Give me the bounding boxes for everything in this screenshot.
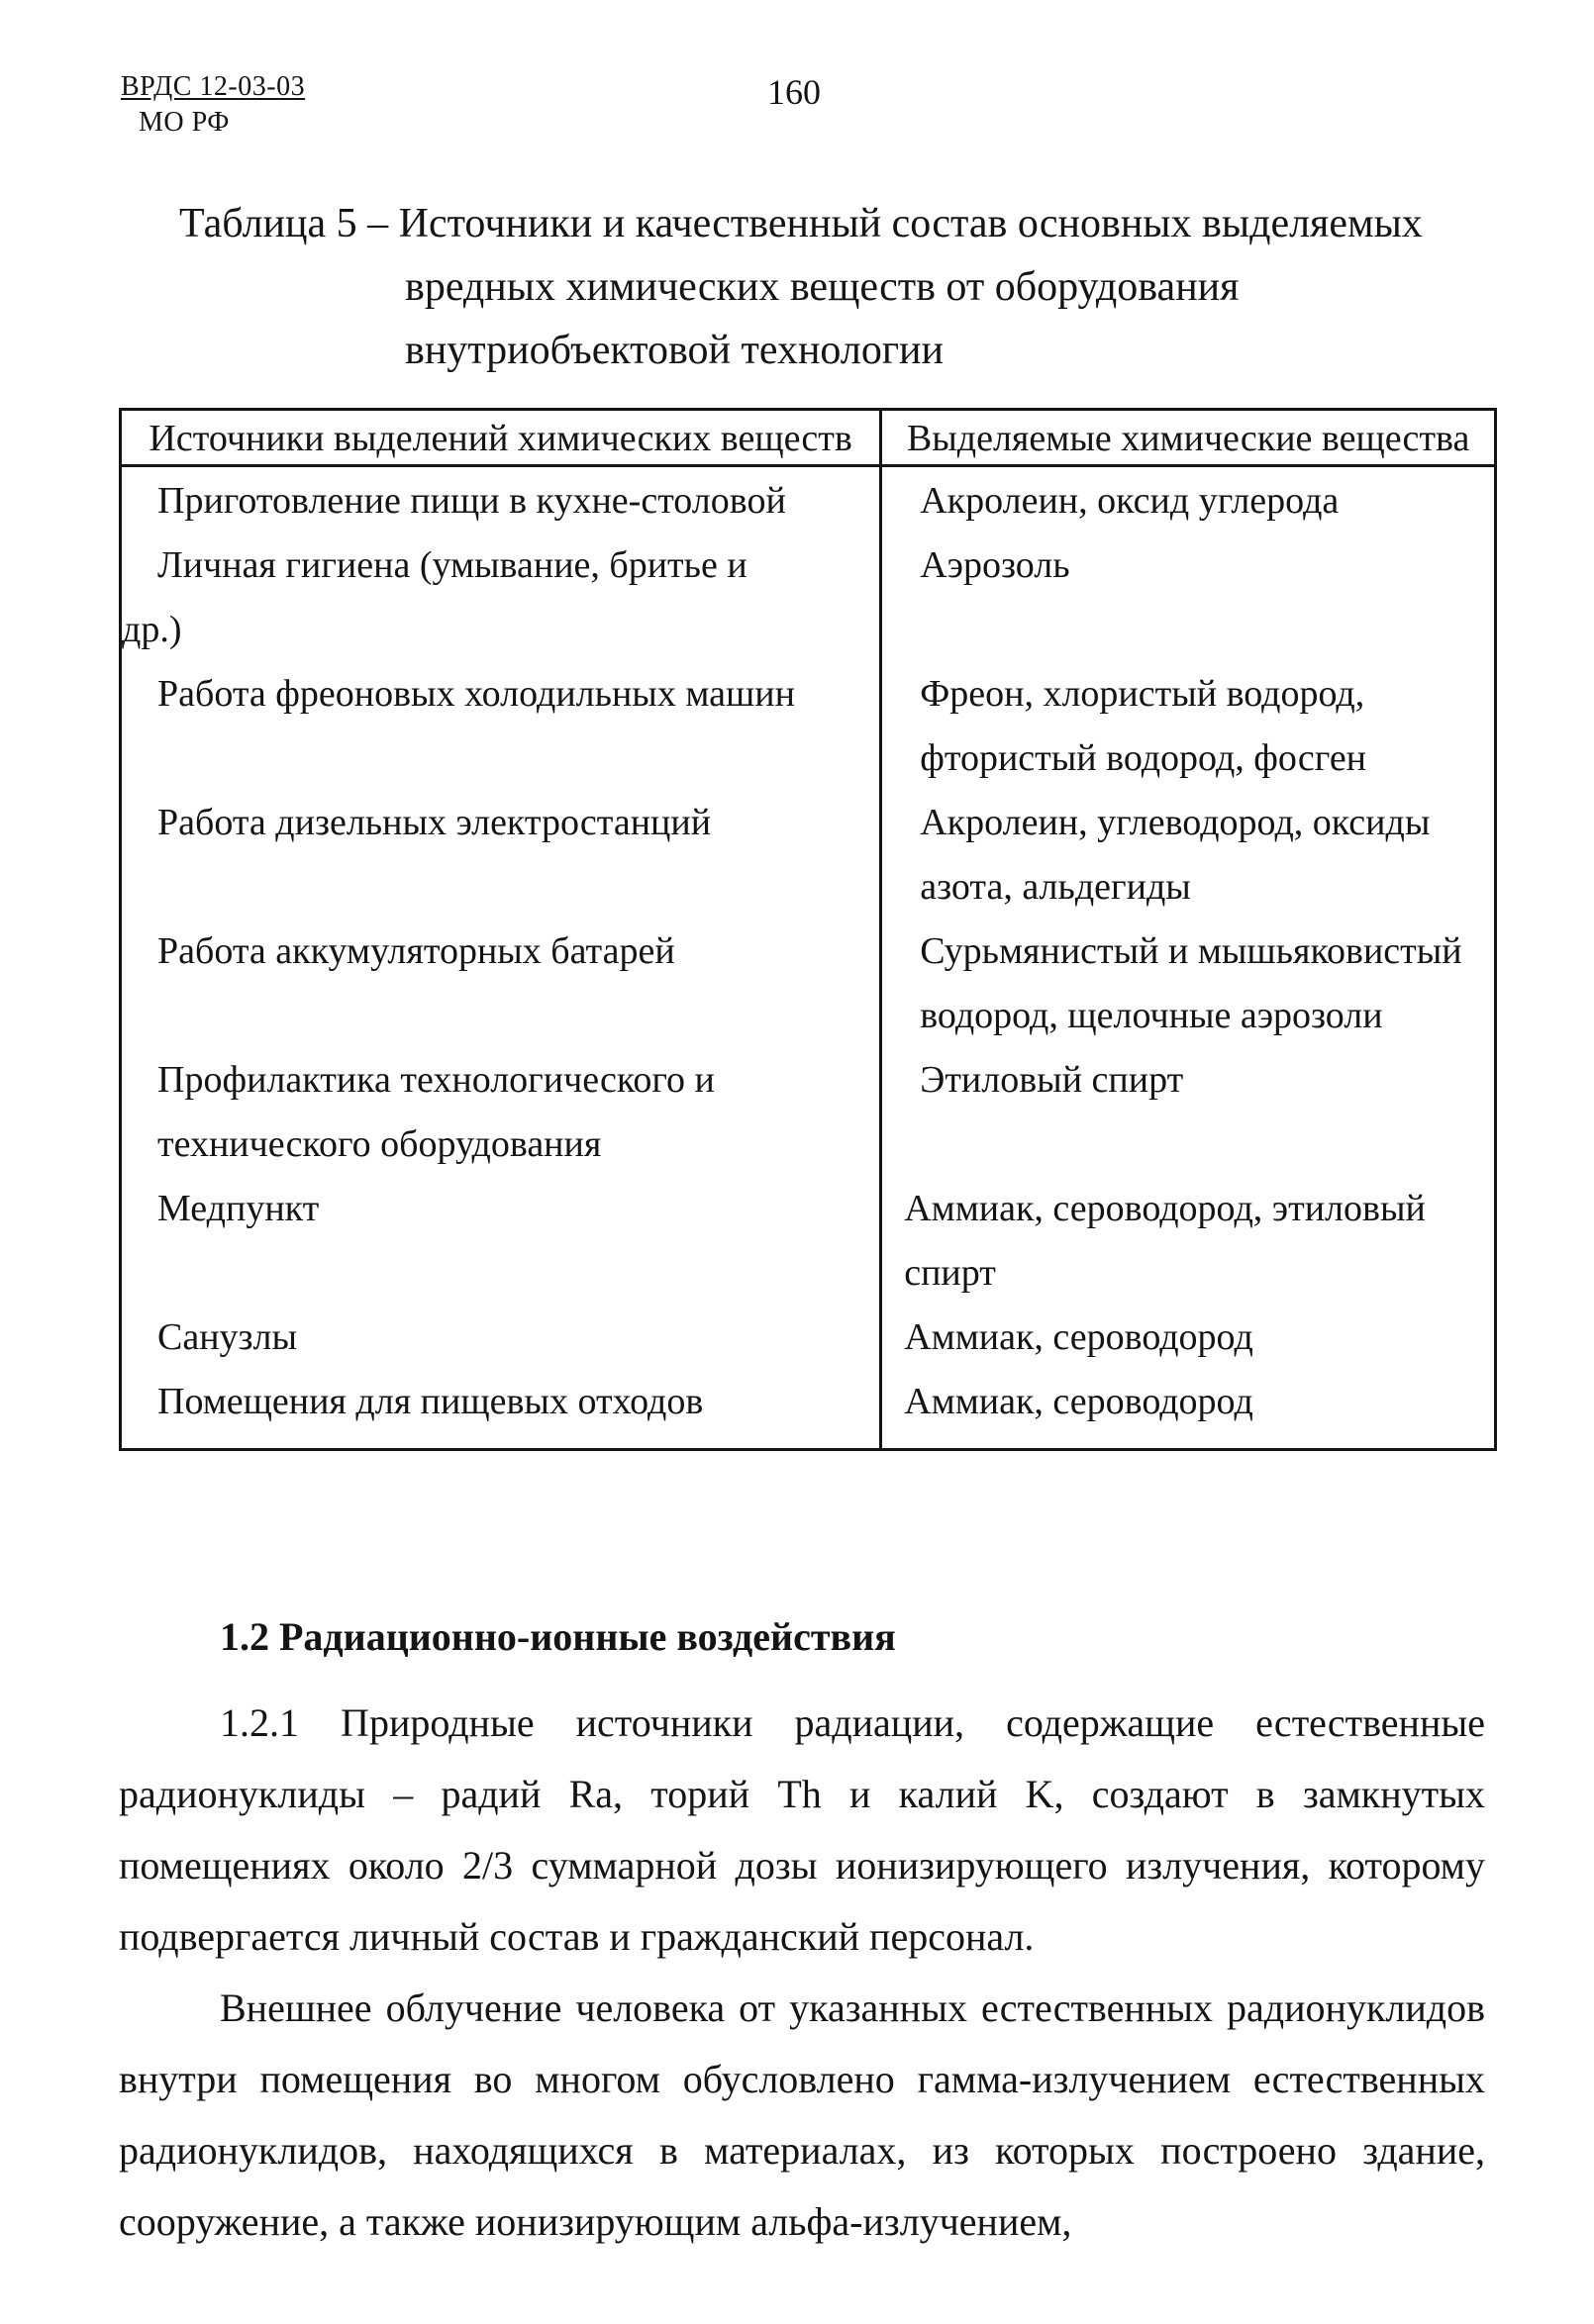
- row-source-line-continued: др.): [122, 609, 182, 650]
- row-source-line: Личная гигиена (умывание, бритье и: [157, 544, 747, 586]
- table-row: [121, 1306, 1496, 1370]
- row-source: Работа аккумуляторных батарей: [157, 930, 675, 972]
- row-substances: Акролеин, оксид углерода: [881, 466, 1496, 534]
- table-header-row: [121, 410, 1496, 466]
- row-source: [121, 533, 881, 662]
- row-source: Медпункт: [157, 1188, 320, 1229]
- section-heading: 1.2 Радиационно-ионные воздействия: [220, 1614, 896, 1659]
- page-number: 160: [767, 72, 821, 112]
- row-source: Профилактика технологического и технического оборудования: [157, 1059, 715, 1165]
- row-source: Приготовление пищи в кухне-столовой: [157, 480, 786, 522]
- row-source: Работа дизельных электростанций: [157, 802, 712, 843]
- row-source: Помещения для пищевых отходов: [157, 1381, 704, 1422]
- table-row: [121, 920, 1496, 1048]
- table-row: [121, 466, 1496, 534]
- header-sources: Источники выделений химических веществ: [121, 410, 881, 466]
- row-substances: Сурьмянистый и мышьяковистый водород, щелочные аэрозоли: [881, 920, 1496, 1048]
- row-substances: Аммиак, сероводород, этиловый спирт: [881, 1177, 1496, 1306]
- table-caption-line-3: внутриобъектовой технологии: [405, 328, 945, 373]
- table-caption-line-1: Таблица 5 – Источники и качественный состав основных выделяемых: [179, 201, 1423, 246]
- paragraph-external-exposure: Внешнее облучение человека от указанных естественных радионуклидов внутри помещения во многом обусловлено гамма-излучением естественных радионуклидов, находящихся в материалах, из которых построено здание, сооружение, а также ионизирующим альфа-излучением,: [119, 1985, 1485, 2244]
- table-row: [121, 662, 1496, 791]
- table-caption-line-2: вредных химических веществ от оборудования: [405, 264, 1240, 310]
- table-row: [121, 1048, 1496, 1177]
- row-substances: Аэрозоль: [881, 533, 1496, 662]
- sources-table: [119, 408, 1497, 1451]
- row-substances: Аммиак, сероводород: [881, 1306, 1496, 1370]
- row-source: Работа фреоновых холодильных машин: [157, 673, 795, 715]
- document-code: ВРДС 12-03-03: [121, 71, 306, 102]
- row-substances: Аммиак, сероводород: [881, 1370, 1496, 1450]
- header-substances: Выделяемые химические вещества: [881, 410, 1496, 466]
- table-row: [121, 533, 1496, 662]
- row-substances: Этиловый спирт: [881, 1048, 1496, 1177]
- paragraph-radiation-sources: 1.2.1 Природные источники радиации, содержащие естественные радионуклиды – радий Ra, торий Th и калий K, создают в замкнутых помещениях около 2/3 суммарной дозы ионизирующего излучения, которому подвергается личный состав и гражданский персонал.: [119, 1700, 1485, 1959]
- table-row: [121, 1177, 1496, 1306]
- table-row: [121, 1370, 1496, 1450]
- organization-label: МО РФ: [139, 107, 230, 138]
- table-row: [121, 791, 1496, 920]
- row-substances: Акролеин, углеводород, оксиды азота, альдегиды: [881, 791, 1496, 920]
- row-substances: Фреон, хлористый водород, фтористый водород, фосген: [881, 662, 1496, 791]
- row-source: Санузлы: [157, 1316, 298, 1358]
